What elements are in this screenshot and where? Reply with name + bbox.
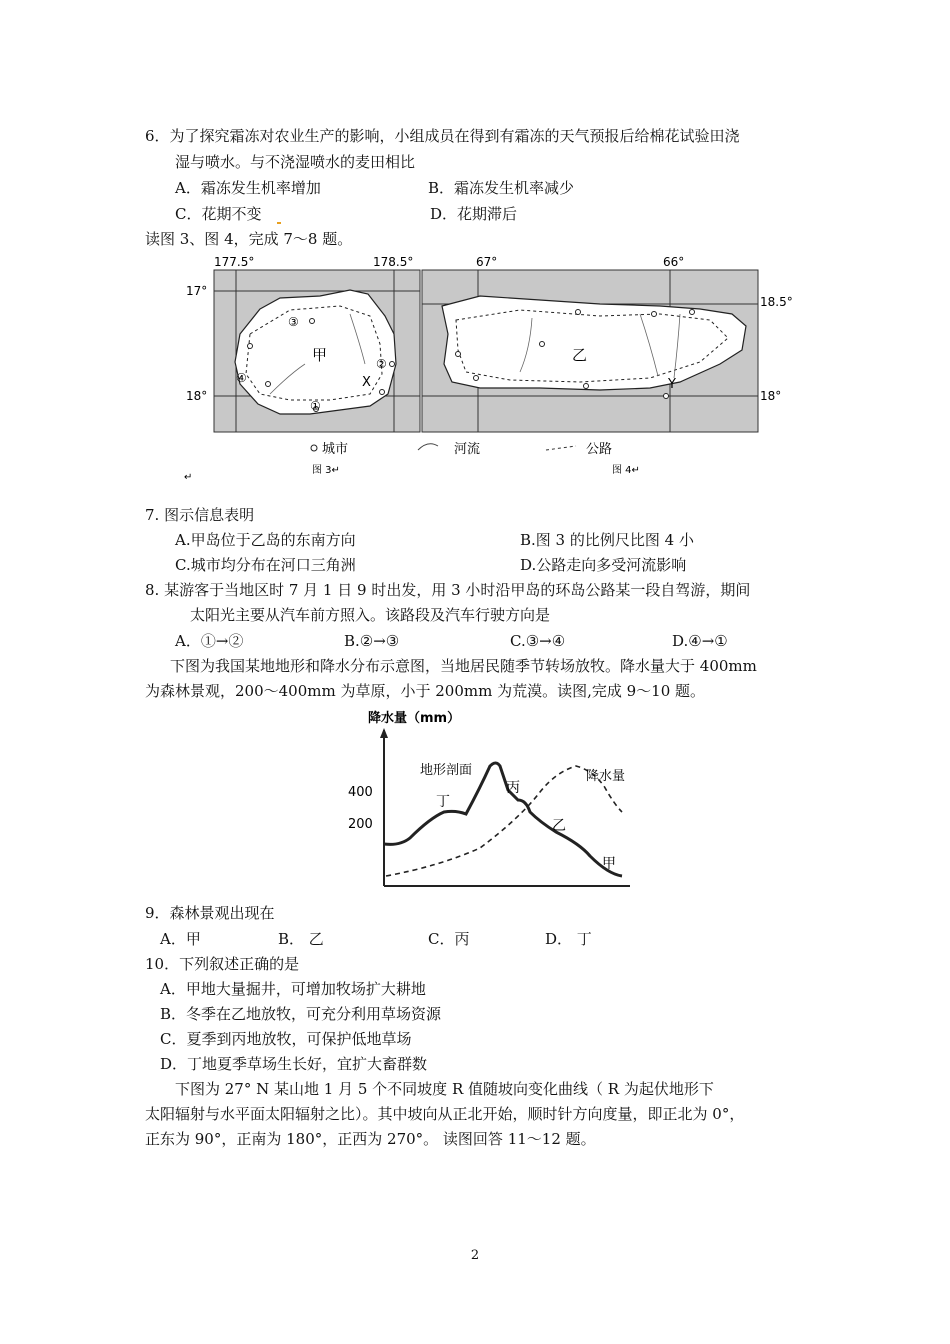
ytick-200: 200 — [348, 817, 373, 832]
q7-stem: 7. 图示信息表明 — [145, 506, 255, 524]
intro-7-8: 读图 3、图 4，完成 7～8 题。 — [145, 230, 353, 248]
point-jia: 甲 — [602, 856, 616, 872]
page-number: 2 — [470, 1248, 480, 1263]
island-yi-label: 乙 — [572, 346, 588, 364]
marker-4: ④ — [236, 371, 247, 385]
q10-option-b: B．冬季在乙地放牧，可充分利用草场资源 — [160, 1005, 442, 1023]
q8-stem-line1: 8. 某游客于当地区时 7 月 1 日 9 时出发，用 3 小时沿甲岛的环岛公路某一段自驾游，期间 — [145, 581, 751, 599]
q9-option-d: D． 丁 — [545, 930, 592, 948]
legend-road: 公路 — [586, 442, 613, 457]
orange-mark-icon — [277, 222, 281, 224]
island-jia-label: 甲 — [312, 346, 328, 364]
q10-option-a: A．甲地大量掘井，可增加牧场扩大耕地 — [160, 980, 426, 998]
intro-11-12-line1: 下图为 27° N 某山地 1 月 5 个不同坡度 R 值随坡向变化曲线（ R 为起伏地形下 — [175, 1080, 714, 1098]
road-legend-icon — [546, 446, 576, 450]
terrain-precip-chart — [340, 708, 650, 898]
fig3-lat-bottom: 18° — [186, 389, 208, 403]
intro-11-12-line2: 太阳辐射与水平面太阳辐射之比）。其中坡向从正北开始，顺时针方向度量，即正北为 0°， — [145, 1105, 745, 1123]
marker-1: ① — [310, 399, 321, 413]
terrain-profile-label: 地形剖面 — [420, 763, 473, 778]
q6-stem-line1: 6．为了探究霜冻对农业生产的影响，小组成员在得到有霜冻的天气预报后给棉花试验田浇 — [145, 127, 740, 145]
q9-option-a: A．甲 — [160, 930, 201, 948]
return-mark: ↵ — [184, 472, 193, 483]
legend-city: 城市 — [322, 442, 349, 457]
q9-stem: 9．森林景观出现在 — [145, 904, 275, 922]
q7-option-a: A.甲岛位于乙岛的东南方向 — [175, 531, 356, 549]
fig3-lat-top: 17° — [186, 284, 208, 298]
ytick-400: 400 — [348, 785, 373, 800]
q8-stem-line2: 太阳光主要从汽车前方照入。该路段及汽车行驶方向是 — [190, 606, 551, 624]
chart-ylabel: 降水量（mm） — [368, 711, 461, 726]
q8-option-b: B.②→③ — [344, 632, 400, 650]
island-maps-figure — [180, 254, 793, 484]
q9-option-b: B． 乙 — [278, 930, 324, 948]
q10-stem: 10．下列叙述正确的是 — [145, 955, 300, 973]
q6-option-a: A．霜冻发生机率增加 — [175, 179, 321, 197]
q6-option-c: C．花期不变 — [175, 204, 281, 224]
q10-option-c: C．夏季到丙地放牧，可保护低地草场 — [160, 1030, 412, 1048]
precip-label: 降水量 — [586, 769, 626, 784]
q7-option-b: B.图 3 的比例尺比图 4 小 — [520, 531, 694, 549]
point-y-label: Y — [668, 377, 676, 392]
point-x-label: X — [362, 375, 371, 390]
fig4-lat-top: 18.5° — [760, 295, 793, 309]
q9-option-c: C．丙 — [428, 930, 470, 948]
river-legend-icon — [418, 444, 438, 450]
q7-option-d: D.公路走向多受河流影响 — [520, 556, 687, 574]
fig4-caption: 图 4↵ — [612, 465, 640, 476]
q8-option-d: D.④→① — [672, 632, 728, 650]
q10-option-d: D．丁地夏季草场生长好，宜扩大畜群数 — [160, 1055, 428, 1073]
legend-river: 河流 — [454, 442, 481, 457]
q8-option-c: C.③→④ — [510, 632, 566, 650]
point-bing: 丙 — [506, 780, 520, 796]
fig4-lat-bottom: 18° — [760, 389, 782, 403]
fig3-lon-right: 178.5° — [373, 255, 414, 269]
fig3-caption: 图 3↵ — [312, 465, 340, 476]
q8-option-a: A．①→② — [175, 632, 244, 650]
q6-stem-line2: 湿与喷水。与不浇湿喷水的麦田相比 — [175, 153, 416, 171]
intro-9-10-line1: 下图为我国某地地形和降水分布示意图，当地居民随季节转场放牧。降水量大于 400mm — [170, 657, 757, 675]
q7-option-c: C.城市均分布在河口三角洲 — [175, 556, 356, 574]
intro-9-10-line2: 为森林景观，200～400mm 为草原，小于 200mm 为荒漠。读图,完成 9～10 题。 — [145, 682, 706, 700]
fig3-lon-left: 177.5° — [214, 255, 255, 269]
intro-11-12-line3: 正东为 90°，正南为 180°，正西为 270°。 读图回答 11～12 题。 — [145, 1130, 596, 1148]
point-ding: 丁 — [436, 794, 450, 810]
marker-2: ② — [376, 357, 387, 371]
marker-3: ③ — [288, 315, 299, 329]
point-yi: 乙 — [552, 818, 566, 834]
q6-option-b: B．霜冻发生机率减少 — [428, 179, 575, 197]
fig4-lon-right: 66° — [663, 255, 685, 269]
fig4-lon-left: 67° — [476, 255, 498, 269]
q6-option-d: D．花期滞后 — [430, 205, 518, 223]
